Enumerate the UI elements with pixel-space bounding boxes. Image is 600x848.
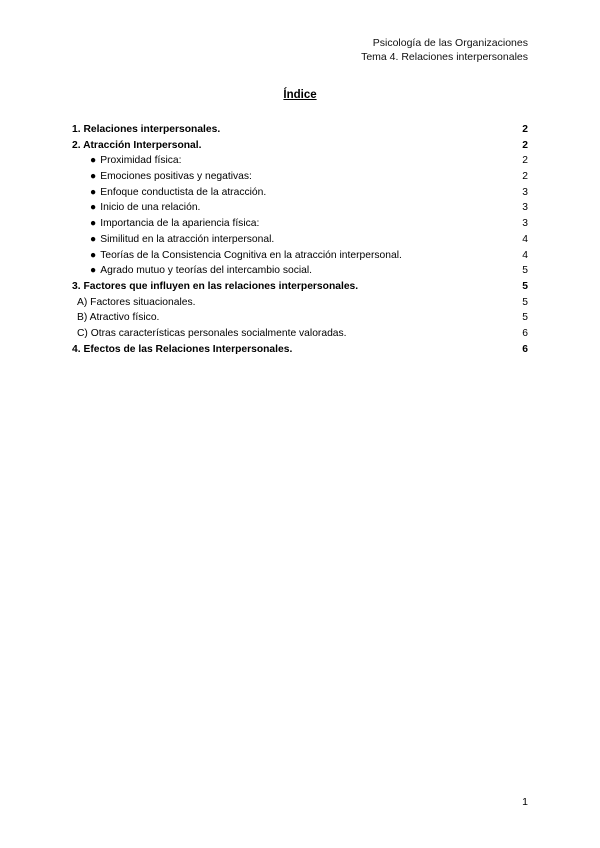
toc-entry-otras-caracteristicas[interactable] <box>72 326 528 342</box>
toc-entry-label: 2. Atracción Interpersonal. <box>72 139 202 151</box>
toc-entry-page: 3 <box>522 202 528 214</box>
toc-entry-label: B) Atractivo físico. <box>77 312 160 324</box>
toc-entry-label: Agrado mutuo y teorías del intercambio social. <box>100 265 312 277</box>
toc-entry-factores-situacionales[interactable] <box>72 295 528 311</box>
toc-entry-page: 2 <box>522 171 528 183</box>
toc-entry-page: 5 <box>522 280 528 292</box>
toc-entry-page: 6 <box>522 343 528 355</box>
bullet-icon: ● <box>90 265 97 277</box>
toc-entry-page: 5 <box>522 296 528 308</box>
page-number: 1 <box>522 796 528 808</box>
toc-entry-label: 4. Efectos de las Relaciones Interpersonales. <box>72 343 293 355</box>
toc-entry-page: 2 <box>522 155 528 167</box>
toc-entry-emociones[interactable] <box>72 169 528 185</box>
bullet-icon: ● <box>90 233 97 245</box>
header-course: Psicología de las Organizaciones <box>372 37 528 49</box>
toc-entry-proximidad-fisica[interactable] <box>72 153 528 169</box>
toc-entry-relaciones-interpersonales[interactable] <box>72 122 528 138</box>
toc-entry-inicio-relacion[interactable] <box>72 200 528 216</box>
toc-entry-label: 1. Relaciones interpersonales. <box>72 124 221 135</box>
toc-entry-atractivo-fisico[interactable] <box>72 310 528 326</box>
toc-entry-page: 2 <box>522 139 528 151</box>
toc-entry-factores[interactable] <box>72 279 528 295</box>
toc-title: Índice <box>283 89 317 101</box>
toc-entry-label: C) Otras características personales socialmente valoradas. <box>77 327 347 339</box>
bullet-icon: ● <box>90 171 97 183</box>
toc-entry-page: 3 <box>522 186 528 198</box>
toc-entry-efectos[interactable] <box>72 342 528 358</box>
toc-entry-page: 6 <box>522 327 528 339</box>
bullet-icon: ● <box>90 249 97 261</box>
toc-entry-atraccion-interpersonal[interactable] <box>72 138 528 154</box>
toc-entry-label: Similitud en la atracción interpersonal. <box>100 233 275 245</box>
toc-entry-page: 4 <box>522 249 528 261</box>
toc-entry-label: Proximidad física: <box>100 155 182 167</box>
toc-entry-label: 3. Factores que influyen en las relaciones interpersonales. <box>72 280 359 292</box>
toc-entry-label: Inicio de una relación. <box>100 202 201 214</box>
toc-entry-label: A) Factores situacionales. <box>77 296 196 308</box>
toc-entry-page: 2 <box>522 124 528 135</box>
running-header <box>361 36 528 64</box>
toc-entry-agrado-mutuo[interactable] <box>72 263 528 279</box>
toc-entry-enfoque-conductista[interactable] <box>72 185 528 201</box>
toc-entry-page: 5 <box>522 312 528 324</box>
bullet-icon: ● <box>90 155 97 167</box>
toc-entry-page: 3 <box>522 218 528 230</box>
toc-entry-page: 5 <box>522 265 528 277</box>
toc-entry-label: Enfoque conductista de la atracción. <box>100 186 267 198</box>
header-topic: Tema 4. Relaciones interpersonales <box>361 51 528 63</box>
bullet-icon: ● <box>90 202 97 214</box>
toc-entry-label: Teorías de la Consistencia Cognitiva en la atracción interpersonal. <box>100 249 402 261</box>
toc-entry-label: Importancia de la apariencia física: <box>100 218 260 230</box>
toc-entry-similitud[interactable] <box>72 232 528 248</box>
bullet-icon: ● <box>90 218 97 230</box>
bullet-icon: ● <box>90 186 97 198</box>
toc-entry-label: Emociones positivas y negativas: <box>100 171 252 183</box>
table-of-contents <box>72 122 528 357</box>
toc-entry-page: 4 <box>522 233 528 245</box>
toc-entry-apariencia-fisica[interactable] <box>72 216 528 232</box>
toc-entry-consistencia-cognitiva[interactable] <box>72 248 528 264</box>
